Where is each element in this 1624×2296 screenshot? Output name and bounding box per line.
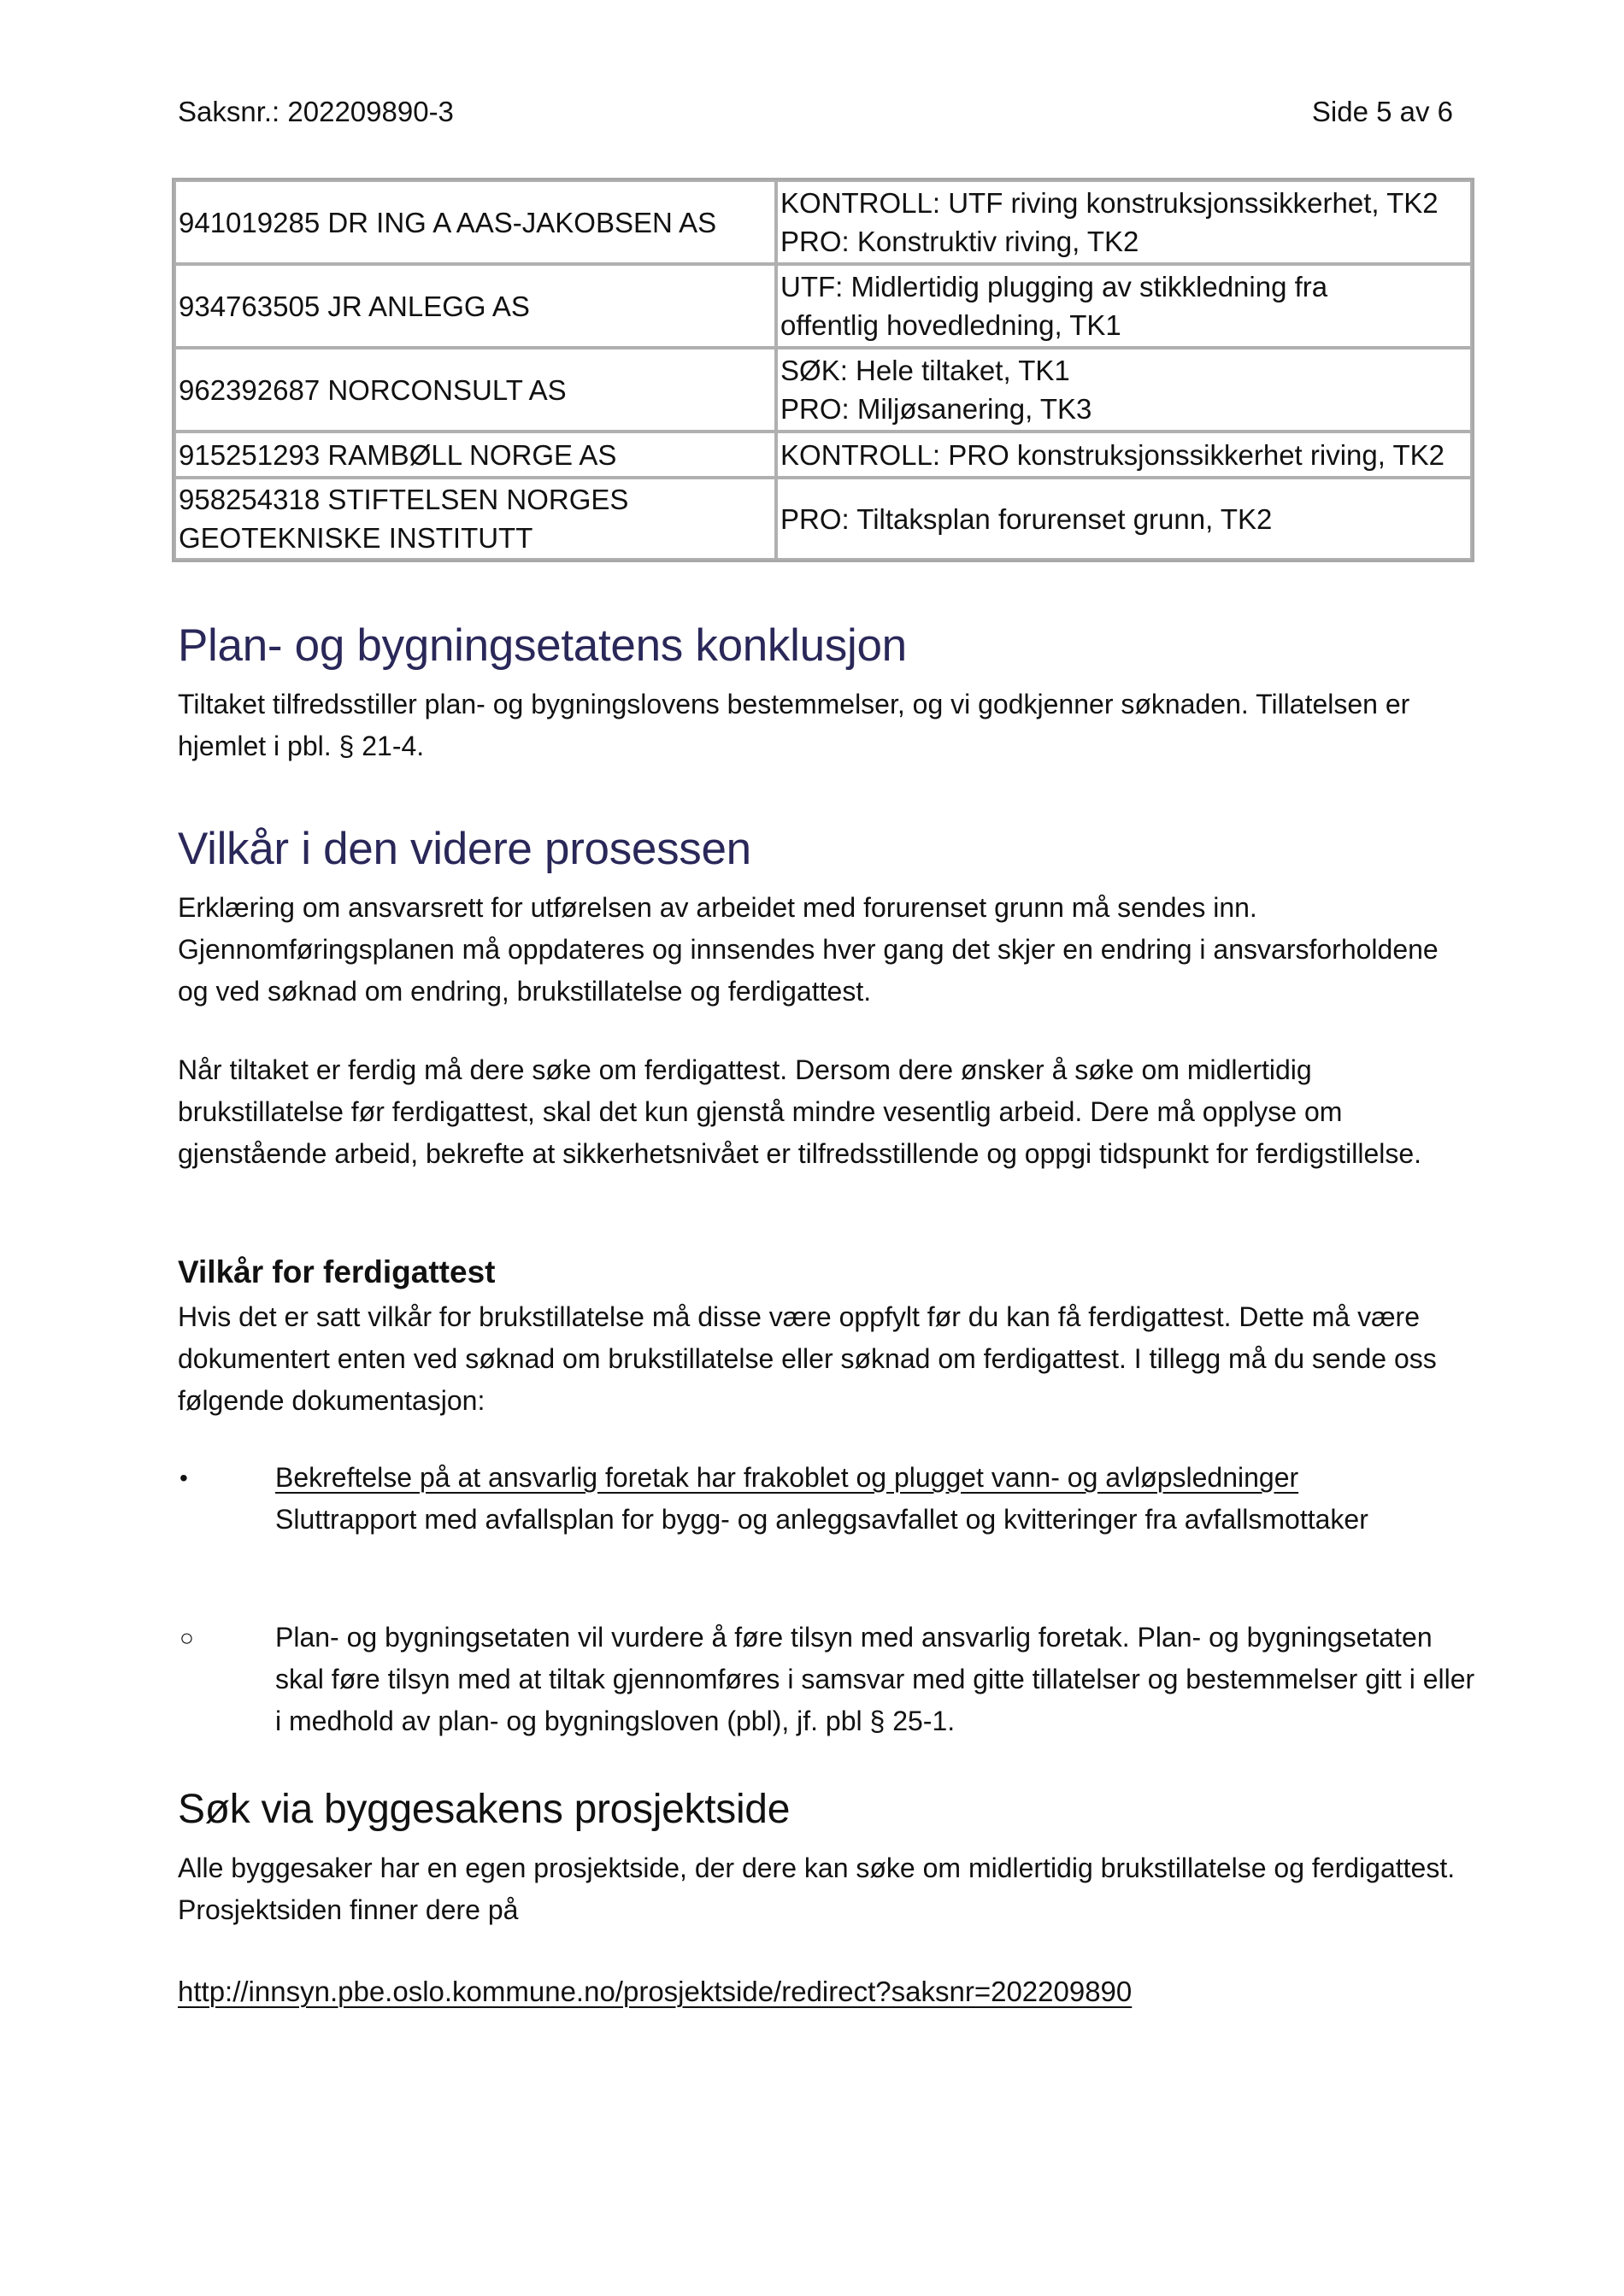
role-line: UTF: Midlertidig plugging av stikkledning fra bbox=[780, 271, 1328, 302]
role-line: offentlig hovedledning, TK1 bbox=[780, 309, 1121, 341]
table-row bbox=[174, 348, 1472, 432]
firm-cell: 941019285 DR ING A AAS-JAKOBSEN AS bbox=[174, 180, 776, 264]
role-cell bbox=[776, 264, 1472, 348]
bullet-filled-icon: • bbox=[179, 1465, 188, 1491]
page-header bbox=[178, 96, 1453, 128]
role-line: KONTROLL: UTF riving konstruksjonssikkerhet, TK2 bbox=[780, 187, 1439, 219]
table-row bbox=[174, 264, 1472, 348]
project-page-url-link[interactable]: http://innsyn.pbe.oslo.kommune.no/prosjektside/redirect?saksnr=202209890 bbox=[178, 1976, 1133, 2007]
firm-cell: 962392687 NORCONSULT AS bbox=[174, 348, 776, 432]
list-item-text: Sluttrapport med avfallsplan for bygg- og anleggsavfallet og kvitteringer fra avfallsmottaker bbox=[275, 1504, 1368, 1535]
conditions-heading: Vilkår i den videre prosessen bbox=[178, 824, 751, 874]
firm-cell: 958254318 STIFTELSEN NORGES GEOTEKNISKE INSTITUTT bbox=[174, 478, 776, 560]
conditions-paragraph-1: Erklæring om ansvarsrett for utførelsen av arbeidet med forurenset grunn må sendes inn. Gjennomføringsplanen må oppdateres og innsendes hver gang det skjer en endring i ansvarsforholdene og ved søknad om endring, brukstillatelse og ferdigattest. bbox=[178, 892, 1439, 1007]
table-row bbox=[174, 478, 1472, 560]
completion-certificate-intro: Hvis det er satt vilkår for brukstillatelse må disse være oppfylt før du kan få ferdigattest. Dette må være dokumentert enten ved søknad om brukstillatelse eller søknad om ferdigattest. I tillegg må du sende oss følgende dokumentasjon: bbox=[178, 1301, 1437, 1416]
table-row bbox=[174, 432, 1472, 478]
conclusion-text: Tiltaket tilfredsstiller plan- og bygningslovens bestemmelser, og vi godkjenner søknaden. Tillatelsen er hjemlet i pbl. § 21-4. bbox=[178, 689, 1410, 761]
project-page-heading: Søk via byggesakens prosjektside bbox=[178, 1787, 791, 1832]
firm-cell: 915251293 RAMBØLL NORGE AS bbox=[174, 432, 776, 478]
project-page-text: Alle byggesaker har en egen prosjektside, der dere kan søke om midlertidig brukstillatelse og ferdigattest. Prosjektsiden finner dere på bbox=[178, 1853, 1456, 1925]
list-item bbox=[178, 1617, 1477, 1742]
role-cell bbox=[776, 180, 1472, 264]
role-cell bbox=[776, 478, 1472, 560]
list-item-body bbox=[275, 1617, 1477, 1742]
confirmation-link[interactable]: Bekreftelse på at ansvarlig foretak har frakoblet og plugget vann- og avløpsledninger bbox=[275, 1462, 1299, 1493]
case-number: Saksnr.: 202209890-3 bbox=[178, 96, 454, 127]
completion-certificate-heading: Vilkår for ferdigattest bbox=[178, 1254, 496, 1289]
role-cell bbox=[776, 348, 1472, 432]
responsibility-table bbox=[172, 178, 1474, 562]
page-indicator: Side 5 av 6 bbox=[1311, 96, 1453, 127]
list-item-body bbox=[275, 1457, 1477, 1541]
role-line: PRO: Miljøsanering, TK3 bbox=[780, 393, 1092, 425]
role-line: PRO: Tiltaksplan forurenset grunn, TK2 bbox=[780, 502, 1273, 535]
role-line: SØK: Hele tiltaket, TK1 bbox=[780, 355, 1070, 386]
role-line: PRO: Konstruktiv riving, TK2 bbox=[780, 226, 1139, 257]
list-item bbox=[178, 1457, 1477, 1541]
list-item-text: Plan- og bygningsetaten vil vurdere å føre tilsyn med ansvarlig foretak. Plan- og bygningsetaten skal føre tilsyn med at tiltak gjennomføres i samsvar med gitte tillatelser og bestemmelser gitt i eller i medhold av plan- og bygningsloven (pbl), jf. pbl § 25-1. bbox=[275, 1622, 1475, 1736]
role-cell bbox=[776, 432, 1472, 478]
bullet-hollow-icon: ○ bbox=[179, 1624, 194, 1651]
conditions-paragraph-2: Når tiltaket er ferdig må dere søke om ferdigattest. Dersom dere ønsker å søke om midlertidig brukstillatelse før ferdigattest, skal det kun gjenstå mindre vesentlig arbeid. Dere må opplyse om gjenstående arbeid, bekrefte at sikkerhetsnivået er tilfredsstillende og oppgi tidspunkt for ferdigstillelse. bbox=[178, 1054, 1422, 1169]
table-row bbox=[174, 180, 1472, 264]
firm-cell: 934763505 JR ANLEGG AS bbox=[174, 264, 776, 348]
role-line: KONTROLL: PRO konstruksjonssikkerhet riving, TK2 bbox=[780, 438, 1445, 471]
conclusion-heading: Plan- og bygningsetatens konklusjon bbox=[178, 620, 907, 671]
